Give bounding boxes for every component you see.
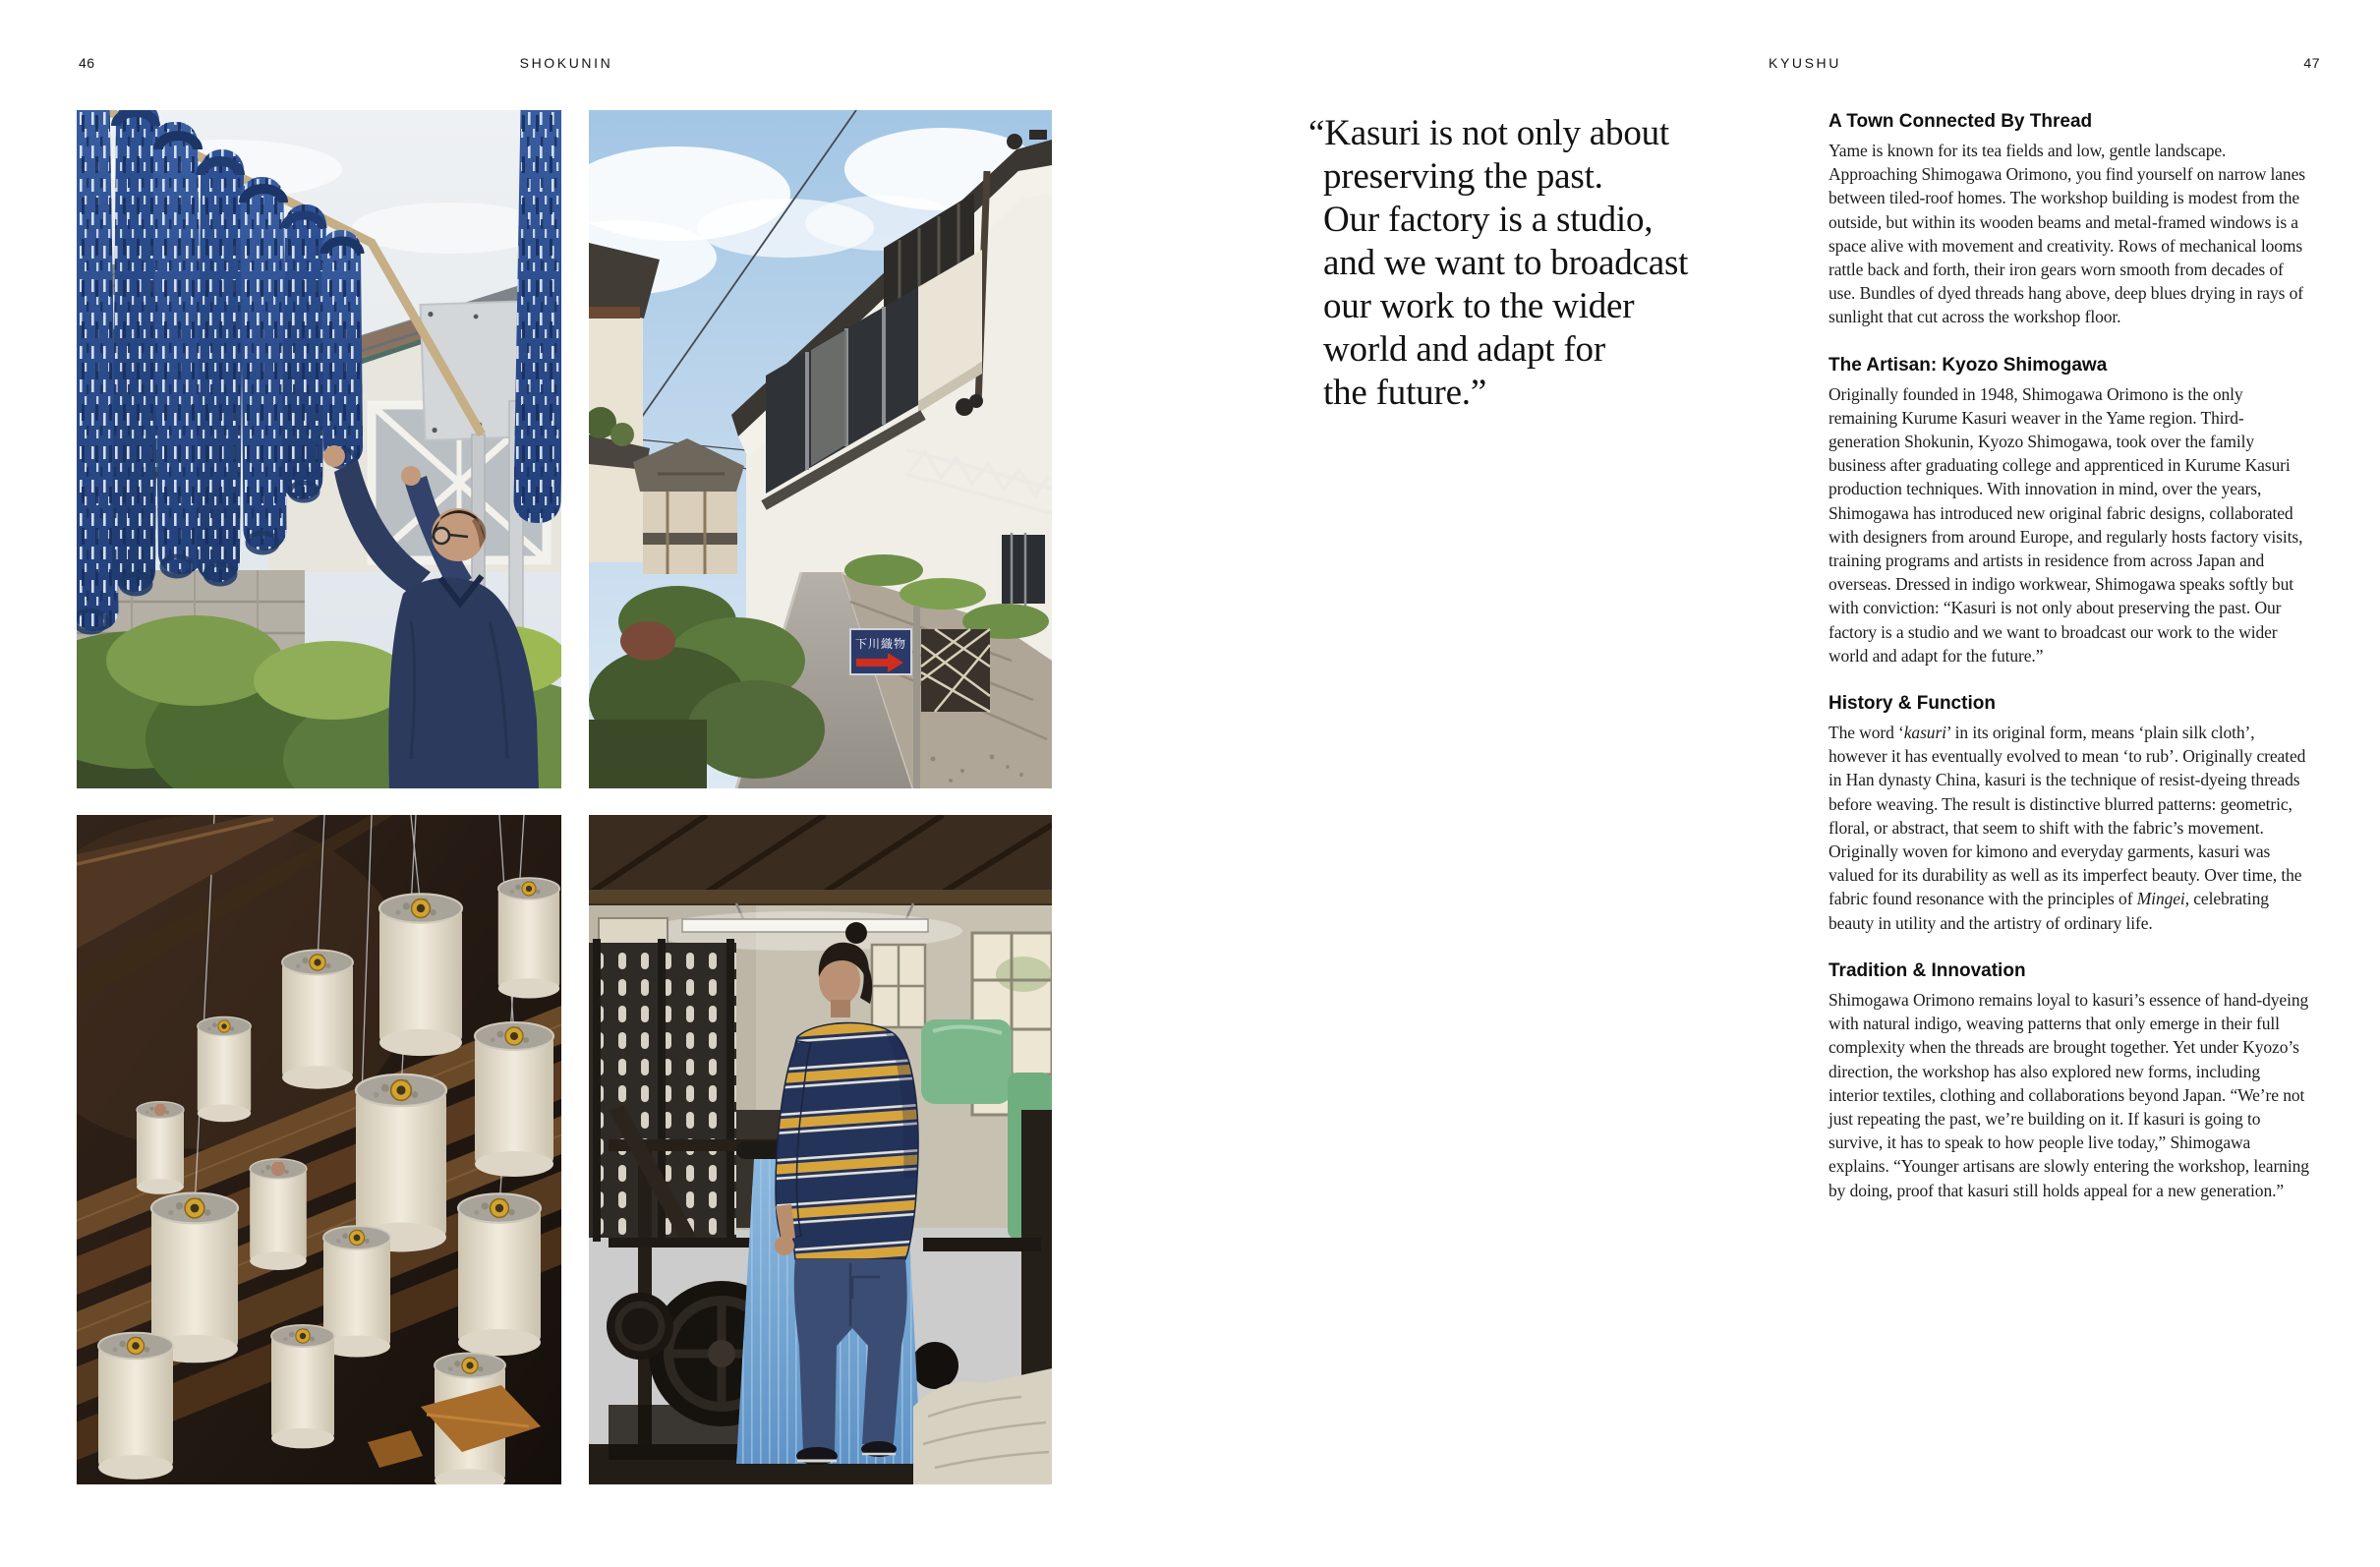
section-heading: The Artisan: Kyozo Shimogawa <box>1829 354 2108 376</box>
thread-spools-illustration <box>77 815 561 1484</box>
pull-quote-line: “Kasuri is not only about <box>1308 113 1670 153</box>
street-sign <box>850 629 911 674</box>
article-column <box>1829 110 2312 1227</box>
pull-quote-line: Our factory is a studio, <box>1323 200 1654 240</box>
section-heading: A Town Connected By Thread <box>1829 111 2093 132</box>
pull-quote-line: and we want to broadcast <box>1323 243 1689 283</box>
ceiling <box>589 815 1052 905</box>
ground-floor-window <box>1000 533 1047 606</box>
photo-weaving-loom <box>589 815 1052 1484</box>
page-number-right: 47 <box>2303 55 2320 71</box>
lattice-panel <box>921 629 990 712</box>
section-body: The word ‘kasuri’ in its original form, means ‘plain silk cloth’, however it has eventually evolved to mean ‘to rub’. Originally created in Han dynasty China, kasuri is the technique of resist-dyeing threads before weaving. The result is distinctive blurred patterns: geometric, floral, or abstract, that seem to shift with the fabric’s movement. Originally woven for kimono and everyday garments, kasuri was valued for its durability as well as its imperfect beauty. Over time, the fabric found resonance with the principles of Mingei, celebrating beauty in utility and the artistry of ordinary life. <box>1829 723 2306 933</box>
photo-thread-spools <box>77 815 561 1484</box>
pull-quote-line: the future.” <box>1323 373 1487 413</box>
photo-workshop-street <box>589 110 1052 788</box>
section-body: Yame is known for its tea fields and low, gentle landscape. Approaching Shimogawa Orimono, you find yourself on narrow lanes between tiled-roof homes. The workshop building is modest from the outside, but within its wooden beams and metal-framed windows is a space alive with movement and creativity. Rows of mechanical looms rattle back and forth, their iron gears worn smooth from decades of use. Bundles of dyed threads hang above, deep blues drying in rays of sunlight that cut across the workshop floor. <box>1829 141 2305 327</box>
weaving-loom-illustration <box>589 815 1052 1484</box>
running-head-right: KYUSHU <box>1769 55 1841 71</box>
running-head-left: SHOKUNIN <box>519 55 613 71</box>
section-heading: Tradition & Innovation <box>1829 959 2026 981</box>
distant-house <box>633 438 744 574</box>
pull-quote-line: our work to the wider <box>1323 286 1635 326</box>
indigo-thread-drying-illustration <box>77 110 561 788</box>
section-heading: History & Function <box>1829 693 1996 715</box>
section-body: Originally founded in 1948, Shimogawa Orimono is the only remaining Kurume Kasuri weaver in the Yame region. Third-generation Shokunin, Kyozo Shimogawa, took over the family business after graduating college and apprenticed in Kurume Kasuri production techniques. With innovation in mind, over the years, Shimogawa has introduced new original fabric designs, collaborated with designers from around Europe, and regularly hosts factory visits, training programs and artists in residence from across Japan and overseas. Dressed in indigo workwear, Shimogawa speaks softly but with conviction: “Kasuri is not only about preserving the past. Our factory is a studio and we want to broadcast our work to the wider world and adapt for the future.” <box>1829 383 2303 666</box>
street-sign-text: 下川織物 <box>854 637 907 651</box>
signpost <box>913 607 920 788</box>
pull-quote-line: world and adapt for <box>1323 329 1605 370</box>
workshop-street-illustration <box>589 110 1052 788</box>
photo-indigo-thread-drying <box>77 110 561 788</box>
page-number-left: 46 <box>79 55 95 71</box>
pull-quote <box>1309 112 1815 415</box>
section-body: Shimogawa Orimono remains loyal to kasuri’s essence of hand-dyeing with natural indigo, weaving patterns that only emerge in their full complexity when the threads are brought together. Yet under Kyozo’s direction, the workshop has also explored new forms, including interior textiles, clothing and collaborations beyond Japan. “We’re not just repeating the past, we’re building on it. If kasuri is going to survive, it has to speak to how people live today,” Shimogawa explains. “Younger artisans are slowly entering the workshop, learning by doing, proof that kasuri still holds appeal for a new generation.” <box>1829 989 2309 1200</box>
pull-quote-line: preserving the past. <box>1323 156 1603 197</box>
